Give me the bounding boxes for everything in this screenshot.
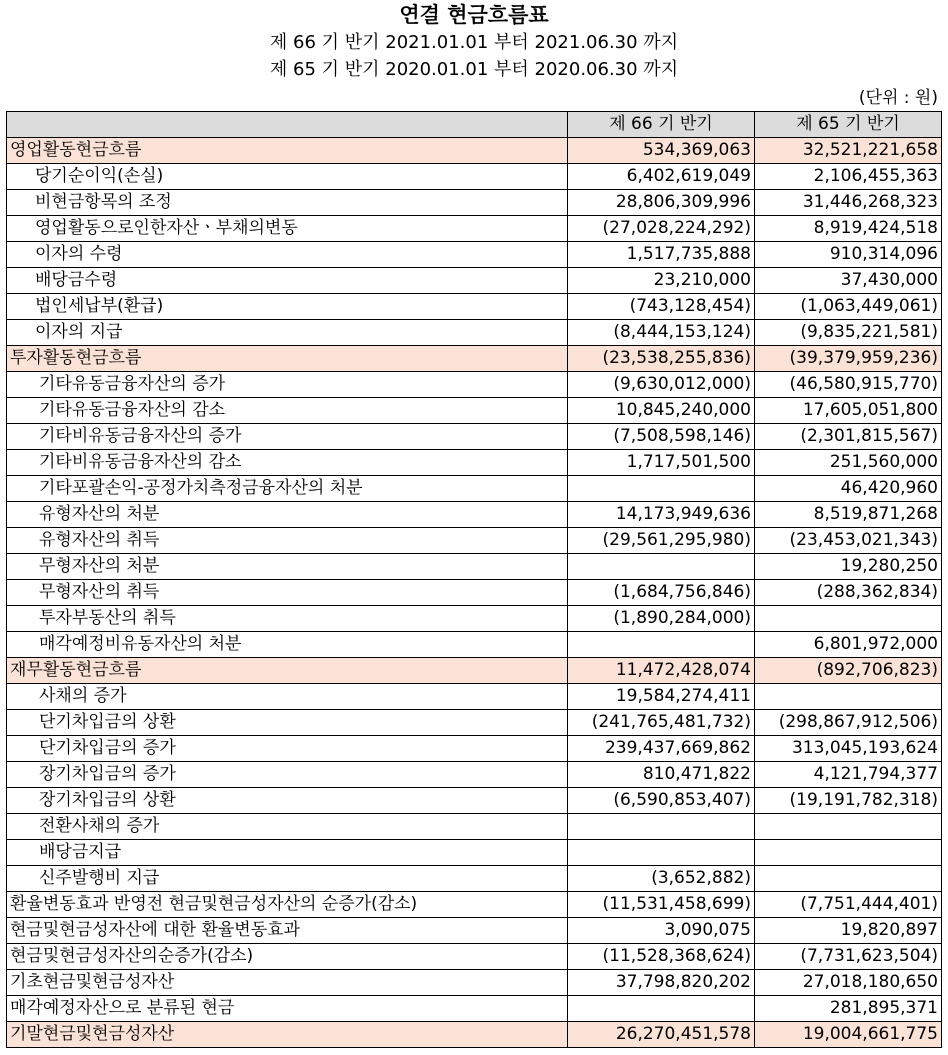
table-row [7,684,942,710]
value-current [568,840,755,866]
row-label: 기타유동금융자산의 감소 [7,398,568,424]
value-prior: (46,580,915,770) [755,372,942,398]
table-row [7,996,942,1022]
value-prior: (7,731,623,504) [755,944,942,970]
table-row [7,866,942,892]
table-row [7,294,942,320]
value-current: (8,444,153,124) [568,320,755,346]
table-row [7,918,942,944]
value-prior: 8,519,871,268 [755,502,942,528]
row-label: 장기차입금의 상환 [7,788,568,814]
value-prior: 31,446,268,323 [755,190,942,216]
row-label: 신주발행비 지급 [7,866,568,892]
value-prior: (2,301,815,567) [755,424,942,450]
row-label: 기말현금및현금성자산 [7,1022,568,1048]
value-current: 26,270,451,578 [568,1022,755,1048]
table-row [7,216,942,242]
value-current: (743,128,454) [568,294,755,320]
table-row [7,736,942,762]
value-current: (3,652,882) [568,866,755,892]
table-row [7,892,942,918]
row-label: 사채의 증가 [7,684,568,710]
row-label: 재무활동현금흐름 [7,658,568,684]
value-current [568,554,755,580]
value-current [568,996,755,1022]
row-label: 무형자산의 처분 [7,554,568,580]
value-current: (241,765,481,732) [568,710,755,736]
value-current: 28,806,309,996 [568,190,755,216]
value-prior: (1,063,449,061) [755,294,942,320]
value-prior: 313,045,193,624 [755,736,942,762]
row-label: 당기순이익(손실) [7,164,568,190]
table-row [7,606,942,632]
table-header-row [7,112,942,138]
row-label: 기타포괄손익-공정가치측정금융자산의 처분 [7,476,568,502]
value-current: (23,538,255,836) [568,346,755,372]
table-row [7,554,942,580]
table-row [7,658,942,684]
row-label: 기초현금및현금성자산 [7,970,568,996]
value-current: (1,684,756,846) [568,580,755,606]
value-current: 10,845,240,000 [568,398,755,424]
value-current: (11,531,458,699) [568,892,755,918]
table-row [7,242,942,268]
value-current: (27,028,224,292) [568,216,755,242]
table-row [7,424,942,450]
value-prior: 19,004,661,775 [755,1022,942,1048]
row-label: 현금및현금성자산에 대한 환율변동효과 [7,918,568,944]
value-current: (6,590,853,407) [568,788,755,814]
value-prior: 251,560,000 [755,450,942,476]
value-current: 19,584,274,411 [568,684,755,710]
value-prior: 17,605,051,800 [755,398,942,424]
value-prior [755,606,942,632]
table-row [7,762,942,788]
value-prior: 27,018,180,650 [755,970,942,996]
value-current: 23,210,000 [568,268,755,294]
value-prior: 46,420,960 [755,476,942,502]
row-label: 기타비유동금융자산의 증가 [7,424,568,450]
value-current: (9,630,012,000) [568,372,755,398]
row-label: 환율변동효과 반영전 현금및현금성자산의 순증가(감소) [7,892,568,918]
table-row [7,398,942,424]
row-label: 무형자산의 취득 [7,580,568,606]
table-row [7,970,942,996]
value-current: 239,437,669,862 [568,736,755,762]
table-row [7,632,942,658]
value-prior [755,814,942,840]
value-prior: (9,835,221,581) [755,320,942,346]
value-current: 6,402,619,049 [568,164,755,190]
value-current: (1,890,284,000) [568,606,755,632]
value-prior [755,684,942,710]
header-current: 제 66 기 반기 [568,112,755,138]
value-prior: 281,895,371 [755,996,942,1022]
value-prior: (39,379,959,236) [755,346,942,372]
value-prior: (19,191,782,318) [755,788,942,814]
row-label: 법인세납부(환급) [7,294,568,320]
value-current [568,632,755,658]
row-label: 단기차입금의 증가 [7,736,568,762]
table-row [7,190,942,216]
value-prior: (288,362,834) [755,580,942,606]
value-current: 1,717,501,500 [568,450,755,476]
row-label: 영업활동현금흐름 [7,138,568,164]
statement-title: 연결 현금흐름표 [399,3,549,27]
value-prior: 6,801,972,000 [755,632,942,658]
table-row [7,710,942,736]
value-prior: 32,521,221,658 [755,138,942,164]
value-current: (29,561,295,980) [568,528,755,554]
row-label: 장기차입금의 증가 [7,762,568,788]
row-label: 매각예정자산으로 분류된 현금 [7,996,568,1022]
value-prior: 19,820,897 [755,918,942,944]
table-row [7,788,942,814]
table-row [7,346,942,372]
value-current: 534,369,063 [568,138,755,164]
row-label: 현금및현금성자산의순증가(감소) [7,944,568,970]
table-row [7,450,942,476]
cash-flow-table [6,111,942,1048]
period-prior: 제 65 기 반기 2020.01.01 부터 2020.06.30 까지 [269,59,679,80]
unit-label: (단위 : 원) [858,88,938,108]
row-label: 전환사채의 증가 [7,814,568,840]
value-prior: (23,453,021,343) [755,528,942,554]
value-current [568,814,755,840]
table-row [7,528,942,554]
row-label: 기타유동금융자산의 증가 [7,372,568,398]
table-row [7,580,942,606]
row-label: 비현금항목의 조정 [7,190,568,216]
row-label: 기타비유동금융자산의 감소 [7,450,568,476]
table-row [7,476,942,502]
table-row [7,1022,942,1048]
table-row [7,320,942,346]
table-row [7,372,942,398]
value-prior: 19,280,250 [755,554,942,580]
table-row [7,138,942,164]
value-current: 3,090,075 [568,918,755,944]
table-body [7,138,942,1048]
value-prior [755,866,942,892]
value-current: 1,517,735,888 [568,242,755,268]
header-label [7,112,568,138]
table-row [7,944,942,970]
table-row [7,164,942,190]
value-prior: 37,430,000 [755,268,942,294]
row-label: 배당금수령 [7,268,568,294]
row-label: 유형자산의 취득 [7,528,568,554]
value-current: 11,472,428,074 [568,658,755,684]
value-current: (7,508,598,146) [568,424,755,450]
value-current: 14,173,949,636 [568,502,755,528]
row-label: 유형자산의 처분 [7,502,568,528]
table-row [7,268,942,294]
table-row [7,814,942,840]
row-label: 투자활동현금흐름 [7,346,568,372]
value-prior: (298,867,912,506) [755,710,942,736]
table-row [7,840,942,866]
row-label: 영업활동으로인한자산ㆍ부채의변동 [7,216,568,242]
value-prior: (7,751,444,401) [755,892,942,918]
value-current [568,476,755,502]
row-label: 이자의 수령 [7,242,568,268]
table-row [7,502,942,528]
value-prior [755,840,942,866]
value-current: 37,798,820,202 [568,970,755,996]
row-label: 매각예정비유동자산의 처분 [7,632,568,658]
row-label: 배당금지급 [7,840,568,866]
value-prior: 2,106,455,363 [755,164,942,190]
value-prior: (892,706,823) [755,658,942,684]
row-label: 단기차입금의 상환 [7,710,568,736]
header-prior: 제 65 기 반기 [755,112,942,138]
value-prior: 910,314,096 [755,242,942,268]
row-label: 이자의 지급 [7,320,568,346]
value-current: 810,471,822 [568,762,755,788]
row-label: 투자부동산의 취득 [7,606,568,632]
period-current: 제 66 기 반기 2021.01.01 부터 2021.06.30 까지 [269,32,679,53]
value-current: (11,528,368,624) [568,944,755,970]
value-prior: 4,121,794,377 [755,762,942,788]
value-prior: 8,919,424,518 [755,216,942,242]
